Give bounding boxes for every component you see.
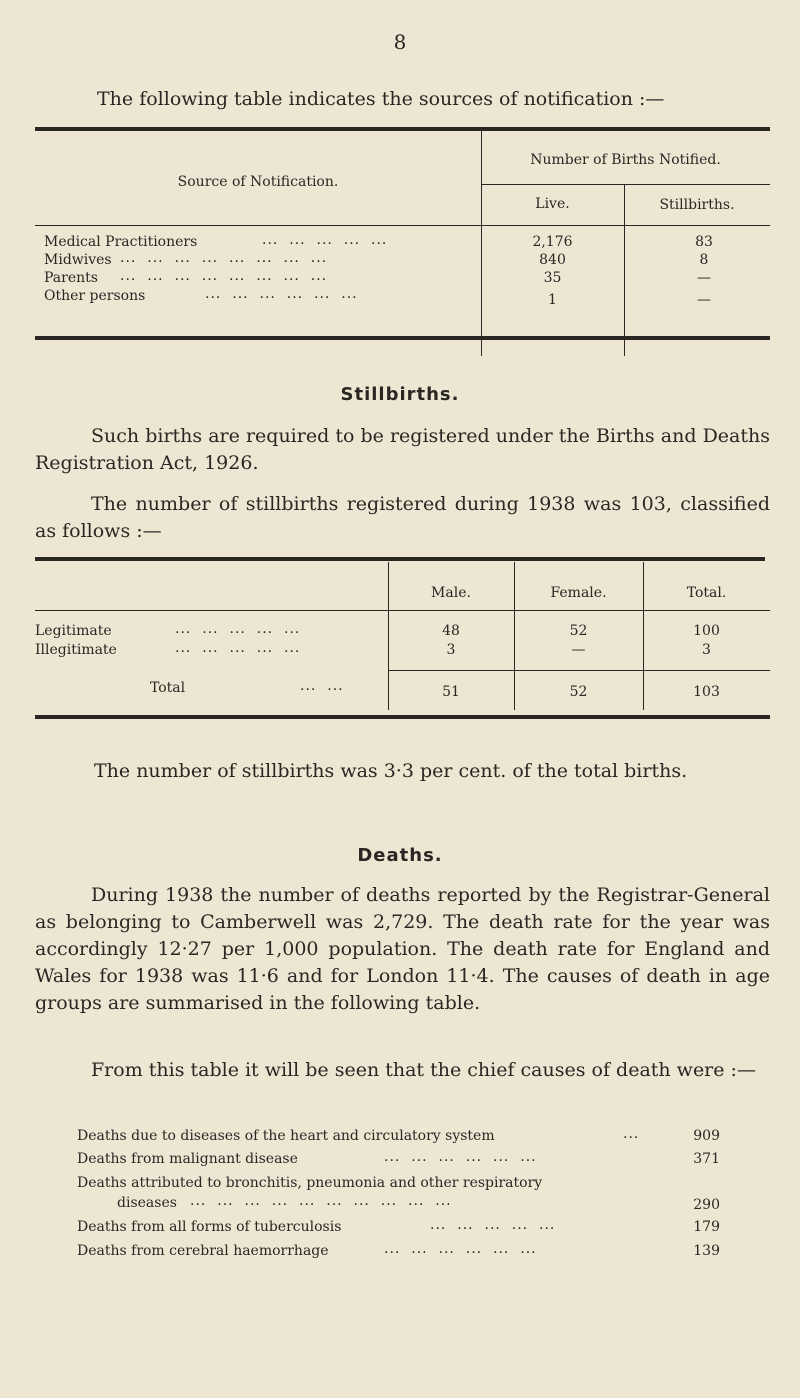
deaths-paragraph-1-text: During 1938 the number of deaths reported by the Registrar-General as belonging to Camberwell was 2,729. The death rate for the year was accordingly 12·27 per 1,000 population. The death rate for England and Wales for 1938 was 11·6 and for London 11·4. The causes of death in age groups are summarised in the following table. [35, 884, 770, 1014]
stillbirth-rate-note: The number of stillbirths was 3·3 per cent. of the total births. [94, 760, 688, 782]
stillbirths-cell: 8 [699, 252, 709, 268]
cause-label: Deaths from malignant disease [77, 1151, 298, 1167]
source-cell: Other persons [44, 288, 146, 304]
cause-value: 909 [693, 1128, 720, 1144]
stillbirths-cell: 83 [695, 234, 713, 250]
male-total: 51 [442, 684, 460, 700]
male-header: Male. [431, 585, 471, 601]
leader-dots: ... ... ... ... ... [175, 621, 301, 637]
cause-value: 139 [693, 1243, 720, 1259]
row-label: Legitimate [35, 623, 112, 639]
stillbirths-paragraph-2-text: The number of stillbirths registered during 1938 was 103, classified as follows :— [35, 493, 770, 542]
leader-dots: ... ... ... ... ... ... ... ... [120, 250, 328, 266]
source-cell: Parents [44, 270, 98, 286]
deaths-paragraph-1 [35, 882, 770, 1017]
leader-dots: ... ... ... ... ... ... [384, 1241, 537, 1257]
cause-label: Deaths from all forms of tuberculosis [77, 1219, 342, 1235]
deaths-paragraph-2 [35, 1057, 770, 1084]
female-cell: — [571, 642, 586, 658]
page-number: 8 [393, 30, 407, 54]
table-top-rule [35, 127, 770, 131]
leader-dots: ... ... ... ... ... ... [384, 1149, 537, 1165]
female-header: Female. [550, 585, 607, 601]
row-label: Illegitimate [35, 642, 117, 658]
leader-dots: ... ... ... ... ... ... [205, 286, 358, 302]
deaths-paragraph-2-text: From this table it will be seen that the chief causes of death were :— [91, 1059, 756, 1081]
female-total: 52 [569, 684, 588, 700]
female-cell: 52 [569, 623, 588, 639]
cause-value: 290 [693, 1197, 720, 1213]
grand-total: 103 [693, 684, 720, 700]
live-cell: 1 [548, 292, 557, 308]
stillbirths-heading: Stillbirths. [340, 384, 460, 405]
stillbirths-paragraph-1-text: Such births are required to be registered under the Births and Deaths Registration Act, 1926. [35, 425, 770, 474]
leader-dots: ... ... ... ... ... [262, 232, 388, 248]
source-cell: Midwives [44, 252, 112, 268]
total-rule [388, 670, 770, 671]
intro-text: The following table indicates the sources of notification :— [97, 88, 665, 110]
leader-dots: ... [623, 1126, 640, 1142]
deaths-heading: Deaths. [357, 845, 443, 866]
stillbirths-header: Stillbirths. [659, 197, 735, 213]
stillbirths-paragraph-2 [35, 491, 770, 545]
source-header: Source of Notification. [177, 174, 339, 190]
table-bottom-rule [35, 336, 770, 340]
header-rule [35, 610, 770, 611]
total-cell: 3 [702, 642, 711, 658]
cause-label: Deaths attributed to bronchitis, pneumonia and other respiratory [77, 1175, 543, 1191]
stillbirths-paragraph-1 [35, 423, 770, 477]
header-rule [481, 184, 770, 185]
leader-dots: ... ... [300, 678, 344, 694]
stillbirths-cell: — [697, 270, 711, 286]
source-cell: Medical Practitioners [44, 234, 198, 250]
leader-dots: ... ... ... ... ... ... ... ... ... ... [190, 1193, 452, 1209]
cause-label: Deaths due to diseases of the heart and circulatory system [77, 1128, 495, 1144]
table-top-rule [35, 557, 765, 561]
stillbirths-cell: — [697, 292, 711, 308]
leader-dots: ... ... ... ... ... ... ... ... [120, 268, 328, 284]
cause-value: 371 [693, 1151, 720, 1167]
live-cell: 840 [539, 252, 566, 268]
live-cell: 2,176 [532, 234, 573, 250]
table-bottom-rule [35, 715, 770, 719]
leader-dots: ... ... ... ... ... [175, 640, 301, 656]
live-header: Live. [535, 196, 570, 212]
male-cell: 3 [446, 642, 456, 658]
total-cell: 100 [693, 623, 720, 639]
male-cell: 48 [442, 623, 460, 639]
total-header: Total. [686, 585, 727, 601]
live-cell: 35 [543, 270, 562, 286]
cause-value: 179 [693, 1219, 720, 1235]
cause-label: Deaths from cerebral haemorrhage [77, 1243, 329, 1259]
header-rule [35, 225, 770, 226]
total-row-label: Total [150, 680, 186, 696]
cause-label-continued: diseases [117, 1195, 177, 1211]
births-header: Number of Births Notified. [530, 152, 721, 168]
leader-dots: ... ... ... ... ... [430, 1217, 556, 1233]
